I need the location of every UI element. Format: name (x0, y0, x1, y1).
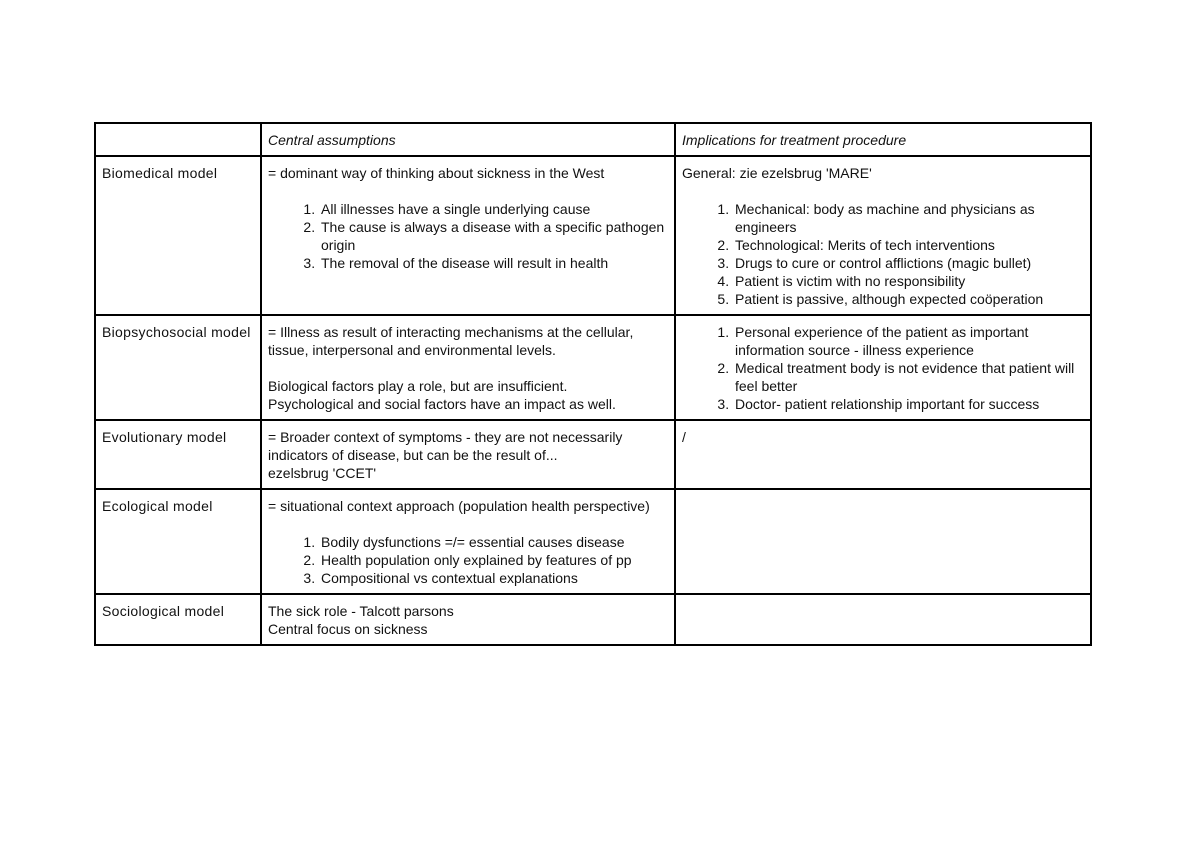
assumptions-cell (261, 420, 675, 489)
list-item: 3. The removal of the disease will result in health (319, 254, 668, 272)
list-item: 5. Patient is passive, although expected coöperation (733, 290, 1084, 308)
list-item: 1. Bodily dysfunctions =/= essential causes disease (319, 533, 668, 551)
table-row-sociological (95, 594, 1091, 645)
table-row-evolutionary (95, 420, 1091, 489)
list-item: 1. Personal experience of the patient as important information source - illness experience (733, 323, 1084, 359)
implications-list (682, 200, 1084, 308)
table-header-row (95, 123, 1091, 156)
assumptions-paragraph: Central focus on sickness (268, 621, 428, 637)
model-name-cell: Sociological model (95, 594, 261, 645)
assumptions-cell (261, 489, 675, 594)
model-name-cell: Ecological model (95, 489, 261, 594)
list-item: 2. Medical treatment body is not evidence that patient will feel better (733, 359, 1084, 395)
model-name-cell: Biopsychosocial model (95, 315, 261, 420)
list-item: 2. Health population only explained by features of pp (319, 551, 668, 569)
implications-cell (675, 156, 1091, 315)
assumptions-paragraph: Psychological and social factors have an impact as well. (268, 396, 616, 412)
assumptions-cell (261, 594, 675, 645)
implications-list (682, 323, 1084, 413)
model-name-cell: Biomedical model (95, 156, 261, 315)
implications-intro: General: zie ezelsbrug 'MARE' (682, 165, 872, 181)
assumptions-paragraph: Biological factors play a role, but are insufficient. (268, 378, 568, 394)
assumptions-intro: The sick role - Talcott parsons (268, 603, 454, 619)
list-item: 2. The cause is always a disease with a specific pathogen origin (319, 218, 668, 254)
assumptions-list (268, 200, 668, 272)
assumptions-paragraph: ezelsbrug 'CCET' (268, 465, 377, 481)
assumptions-intro: = Broader context of symptoms - they are not necessarily indicators of disease, but can be the result of... (268, 429, 623, 463)
models-comparison-table (94, 122, 1092, 646)
assumptions-intro: = Illness as result of interacting mechanisms at the cellular, tissue, interpersonal and environmental levels. (268, 324, 634, 358)
implications-cell (675, 489, 1091, 594)
table-row-biopsychosocial (95, 315, 1091, 420)
list-item: 4. Patient is victim with no responsibility (733, 272, 1084, 290)
assumptions-list (268, 533, 668, 587)
list-item: 1. Mechanical: body as machine and physicians as engineers (733, 200, 1084, 236)
list-item: 3. Compositional vs contextual explanations (319, 569, 668, 587)
assumptions-cell (261, 315, 675, 420)
table-row-biomedical (95, 156, 1091, 315)
header-cell-implications: Implications for treatment procedure (675, 123, 1091, 156)
assumptions-cell (261, 156, 675, 315)
list-item: 3. Drugs to cure or control afflictions (magic bullet) (733, 254, 1084, 272)
implications-cell (675, 594, 1091, 645)
model-name-cell: Evolutionary model (95, 420, 261, 489)
header-cell-assumptions: Central assumptions (261, 123, 675, 156)
list-item: 2. Technological: Merits of tech interventions (733, 236, 1084, 254)
list-item: 1. All illnesses have a single underlying cause (319, 200, 668, 218)
implications-cell (675, 315, 1091, 420)
implications-text: / (682, 429, 686, 445)
list-item: 3. Doctor- patient relationship important for success (733, 395, 1084, 413)
assumptions-intro: = situational context approach (population health perspective) (268, 498, 650, 514)
implications-cell (675, 420, 1091, 489)
assumptions-intro: = dominant way of thinking about sickness in the West (268, 165, 605, 181)
header-cell-model (95, 123, 261, 156)
table-row-ecological (95, 489, 1091, 594)
